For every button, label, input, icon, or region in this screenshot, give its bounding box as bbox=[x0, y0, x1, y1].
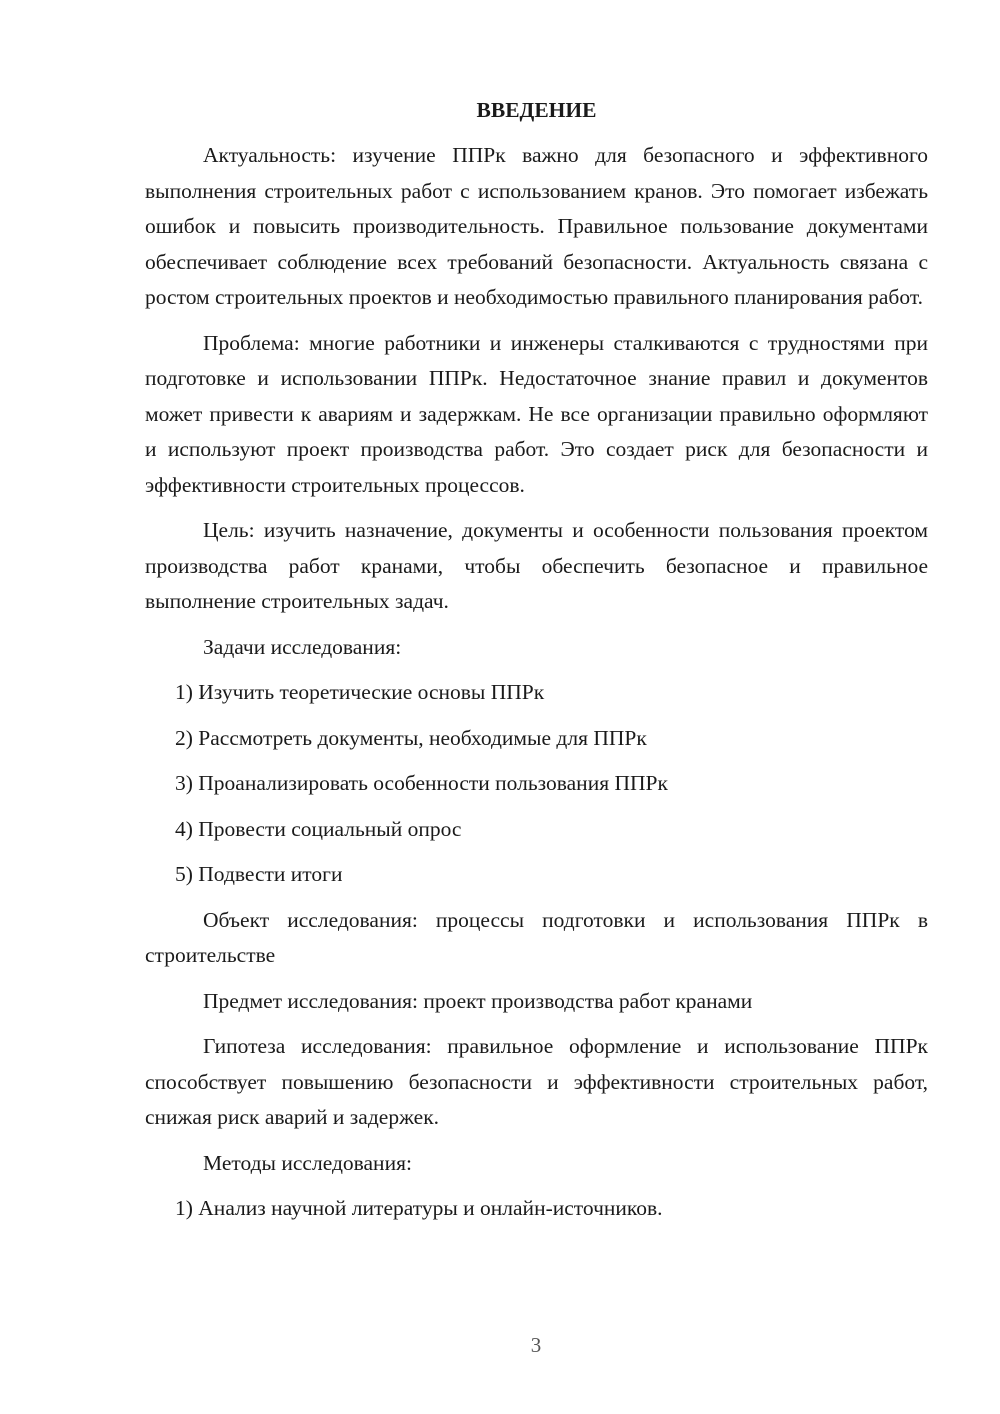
list-item: 1) Анализ научной литературы и онлайн-источников. bbox=[175, 1196, 663, 1220]
list-item: 5) Подвести итоги bbox=[175, 862, 343, 886]
page-number: 3 bbox=[530, 1333, 542, 1357]
list-item: 4) Провести социальный опрос bbox=[175, 816, 462, 841]
goal-paragraph: Цель: изучить назначение, документы и особенности пользования проектом производства работ кранами, чтобы обеспечить безопасное и правильное выполнение строительных задач. bbox=[145, 518, 928, 613]
document-page bbox=[145, 95, 928, 1237]
list-item: 3) Проанализировать особенности пользования ППРк bbox=[175, 771, 668, 795]
tasks-heading: Задачи исследования: bbox=[203, 634, 402, 659]
object-paragraph: Объект исследования: процессы подготовки и использования ППРк в строительстве bbox=[145, 907, 928, 967]
hypothesis-paragraph: Гипотеза исследования: правильное оформление и использование ППРк способствует повышению безопасности и эффективности строительных работ, снижая риск аварий и задержек. bbox=[145, 1034, 928, 1129]
methods-heading: Методы исследования: bbox=[203, 1150, 412, 1175]
subject-paragraph: Предмет исследования: проект производства работ кранами bbox=[203, 988, 753, 1013]
relevance-paragraph: Актуальность: изучение ППРк важно для безопасного и эффективного выполнения строительных работ с использованием кранов. Это помогает избежать ошибок и повысить производительность. Правильное пользование документами обеспечивает соблюдение всех требований безопасности. Актуальность связана с ростом строительных проектов и необходимостью правильного планирования работ. bbox=[145, 143, 928, 309]
list-item: 1) Изучить теоретические основы ППРк bbox=[175, 680, 545, 704]
list-item: 2) Рассмотреть документы, необходимые для ППРк bbox=[175, 725, 647, 750]
page-title: ВВЕДЕНИЕ bbox=[476, 98, 597, 122]
problem-paragraph: Проблема: многие работники и инженеры сталкиваются с трудностями при подготовке и использовании ППРк. Недостаточное знание правил и документов может привести к авариям и задержкам. Не все организации правильно оформляют и используют проект производства работ. Это создает риск для безопасности и эффективности строительных процессов. bbox=[145, 330, 928, 497]
